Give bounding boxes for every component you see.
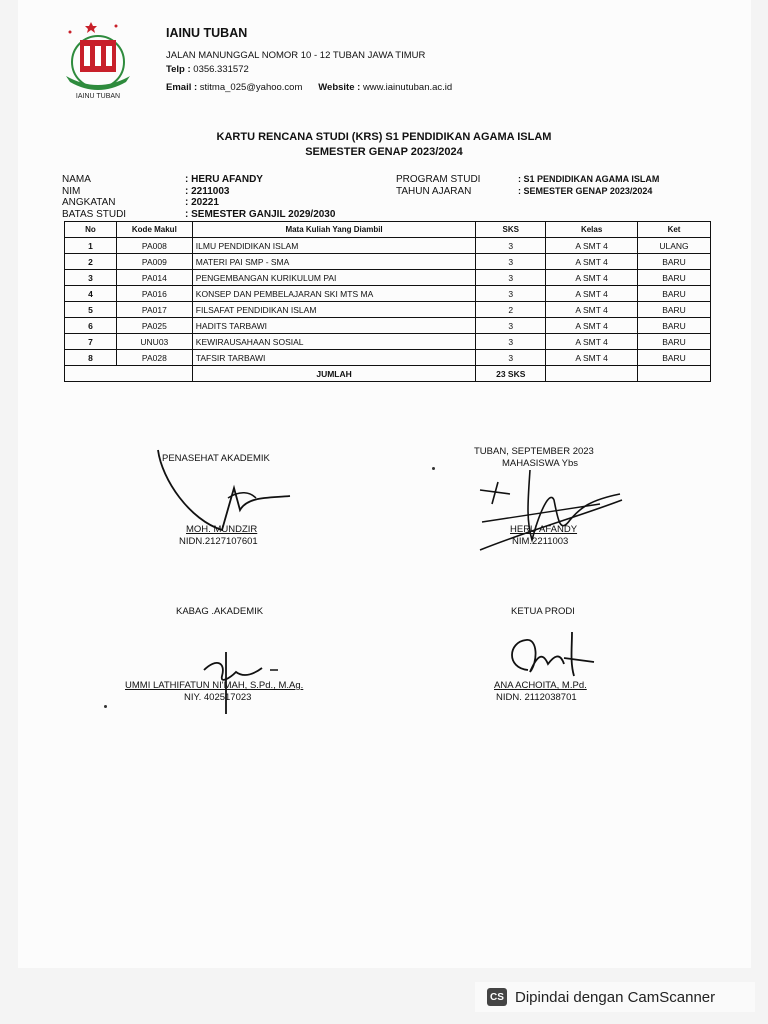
column-header: SKS bbox=[476, 222, 546, 238]
student-id: NIM.2211003 bbox=[512, 536, 569, 547]
course-code: PA028 bbox=[116, 350, 192, 366]
institution-name: IAINU TUBAN bbox=[166, 26, 248, 40]
course-note: BARU bbox=[638, 318, 711, 334]
row-number: 8 bbox=[65, 350, 117, 366]
table-row bbox=[65, 318, 711, 334]
course-sks: 3 bbox=[476, 318, 546, 334]
row-number: 3 bbox=[65, 270, 117, 286]
course-name: PENGEMBANGAN KURIKULUM PAI bbox=[192, 270, 476, 286]
table-row bbox=[65, 238, 711, 254]
camscanner-text: Dipindai dengan CamScanner bbox=[515, 988, 716, 1006]
table-row bbox=[65, 334, 711, 350]
row-number: 6 bbox=[65, 318, 117, 334]
course-name: FILSAFAT PENDIDIKAN ISLAM bbox=[192, 302, 476, 318]
column-header: Kelas bbox=[546, 222, 638, 238]
course-note: BARU bbox=[638, 302, 711, 318]
document-subtitle: SEMESTER GENAP 2023/2024 bbox=[305, 146, 463, 158]
table-row bbox=[65, 270, 711, 286]
camscanner-watermark bbox=[475, 982, 755, 1012]
row-number: 4 bbox=[65, 286, 117, 302]
advisor-role: PENASEHAT AKADEMIK bbox=[162, 453, 270, 464]
course-sks: 3 bbox=[476, 350, 546, 366]
program-info-values: : S1 PENDIDIKAN AGAMA ISLAM : SEMESTER GENAP 2023/2024 bbox=[518, 174, 660, 196]
column-header: Kode Makul bbox=[116, 222, 192, 238]
krs-table bbox=[64, 221, 711, 382]
kaprodi-role: KETUA PRODI bbox=[511, 606, 575, 617]
course-name: HADITS TARBAWI bbox=[192, 318, 476, 334]
course-sks: 3 bbox=[476, 238, 546, 254]
advisor-signature-icon bbox=[150, 440, 300, 530]
course-class: A SMT 4 bbox=[546, 318, 638, 334]
table-row bbox=[65, 302, 711, 318]
column-header: Mata Kuliah Yang Diambil bbox=[192, 222, 476, 238]
course-note: BARU bbox=[638, 350, 711, 366]
svg-text:IAINU TUBAN: IAINU TUBAN bbox=[75, 93, 121, 100]
institution-address: JALAN MANUNGGAL NOMOR 10 - 12 TUBAN JAWA TIMUR bbox=[166, 50, 426, 61]
course-code: PA025 bbox=[116, 318, 192, 334]
student-info-values: : HERU AFANDY : 2211003 : 20221 : SEMESTER GANJIL 2029/2030 bbox=[185, 174, 336, 220]
course-note: BARU bbox=[638, 254, 711, 270]
table-total-row bbox=[65, 366, 711, 382]
course-class: A SMT 4 bbox=[546, 238, 638, 254]
kabag-id: NIY. 402517023 bbox=[184, 692, 252, 703]
course-name: MATERI PAI SMP - SMA bbox=[192, 254, 476, 270]
place-date: TUBAN, SEPTEMBER 2023 bbox=[474, 446, 594, 457]
scan-speck bbox=[104, 705, 107, 708]
course-code: PA017 bbox=[116, 302, 192, 318]
advisor-id: NIDN.2127107601 bbox=[179, 536, 258, 547]
document-title: KARTU RENCANA STUDI (KRS) S1 PENDIDIKAN AGAMA ISLAM bbox=[216, 131, 552, 143]
advisor-name: MOH. MUNDZIR bbox=[186, 524, 258, 535]
course-sks: 3 bbox=[476, 254, 546, 270]
kaprodi-id: NIDN. 2112038701 bbox=[496, 692, 577, 703]
course-sks: 2 bbox=[476, 302, 546, 318]
course-code: PA008 bbox=[116, 238, 192, 254]
total-sks: 23 SKS bbox=[476, 366, 546, 382]
course-code: PA014 bbox=[116, 270, 192, 286]
course-class: A SMT 4 bbox=[546, 302, 638, 318]
course-class: A SMT 4 bbox=[546, 254, 638, 270]
table-header-row bbox=[65, 222, 711, 238]
institution-telp: Telp : 0356.331572 bbox=[166, 64, 249, 75]
program-info-labels: PROGRAM STUDI TAHUN AJARAN bbox=[396, 174, 481, 197]
table-row bbox=[65, 254, 711, 270]
row-number: 1 bbox=[65, 238, 117, 254]
row-number: 7 bbox=[65, 334, 117, 350]
student-role: MAHASISWA Ybs bbox=[502, 458, 579, 469]
course-name: KEWIRAUSAHAAN SOSIAL bbox=[192, 334, 476, 350]
course-code: PA016 bbox=[116, 286, 192, 302]
row-number: 5 bbox=[65, 302, 117, 318]
course-note: BARU bbox=[638, 270, 711, 286]
course-note: BARU bbox=[638, 334, 711, 350]
course-sks: 3 bbox=[476, 286, 546, 302]
scan-speck bbox=[432, 467, 435, 470]
course-class: A SMT 4 bbox=[546, 270, 638, 286]
course-name: TAFSIR TARBAWI bbox=[192, 350, 476, 366]
column-header: Ket bbox=[638, 222, 711, 238]
course-code: UNU03 bbox=[116, 334, 192, 350]
table-row bbox=[65, 350, 711, 366]
course-code: PA009 bbox=[116, 254, 192, 270]
course-sks: 3 bbox=[476, 270, 546, 286]
course-sks: 3 bbox=[476, 334, 546, 350]
camscanner-icon: CS bbox=[487, 988, 507, 1006]
kabag-name: UMMI LATHIFATUN NI'MAH, S.Pd., M.Ag. bbox=[125, 680, 304, 691]
course-name: ILMU PENDIDIKAN ISLAM bbox=[192, 238, 476, 254]
institution-contact: Email : stitma_025@yahoo.com Website : www.iainutuban.ac.id bbox=[166, 82, 453, 93]
course-name: KONSEP DAN PEMBELAJARAN SKI MTS MA bbox=[192, 286, 476, 302]
course-class: A SMT 4 bbox=[546, 350, 638, 366]
total-label: JUMLAH bbox=[192, 366, 476, 382]
table-row bbox=[65, 286, 711, 302]
course-class: A SMT 4 bbox=[546, 286, 638, 302]
student-info-labels: NAMA NIM ANGKATAN BATAS STUDI bbox=[62, 174, 127, 220]
iainu-logo-icon bbox=[58, 16, 138, 100]
course-class: A SMT 4 bbox=[546, 334, 638, 350]
column-header: No bbox=[65, 222, 117, 238]
kaprodi-signature-icon bbox=[502, 628, 602, 688]
course-note: ULANG bbox=[638, 238, 711, 254]
student-name: HERU AFANDY bbox=[510, 524, 578, 535]
kabag-role: KABAG .AKADEMIK bbox=[176, 606, 264, 617]
course-note: BARU bbox=[638, 286, 711, 302]
kaprodi-name: ANA ACHOITA, M.Pd. bbox=[494, 680, 587, 691]
row-number: 2 bbox=[65, 254, 117, 270]
